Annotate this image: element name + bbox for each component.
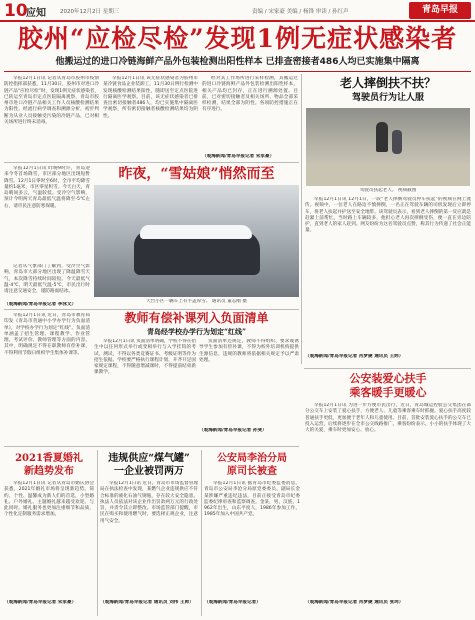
teacher-divider [4,309,299,310]
teacher-story-subtitle: 青岛经学校办学行为划定“红线” [146,327,247,336]
bus-story-title: 公安装爱心扶手 [349,372,427,385]
driver-figure [376,122,388,152]
bottom-row-divider [4,446,299,447]
snow-story-title: 昨夜，“雪姑娘”悄然而至 [118,166,275,182]
snow-column-2: 记者从气象部门了解到，受冷空气影响，青岛市大部分地区出现了降温降雪天气，本次降雪持续时间较短。今天最低气温-4℃，明天最低气温-5℃，市民出行时请注意交通安全，谨防路面结冰。 [4,264,90,295]
elder-story-body: 早报12月1日讯 12月1日，一段“老人摔倒驾驶员停车扶起”的视频在网上流传。视频中，一位老人在路边不慎摔倒，一名正在驾驶车辆的司机发现后立即停车，将老人扶起并护送至安全地带。该驾驶员表示，看到老人摔倒的第一反应就是赶紧上前帮忙。当时路上车辆较多，他担心老人再次摔倒受伤，便一直在旁边陪护，直到老人的家人赶到。网友纷纷为这名驾驶员点赞，称其行为传递了社会正能量。 [305,197,471,234]
snow-credit: （观海新闻/青岛早报记者 李泳文） [4,302,77,307]
elder-story-subtitle: 驾驶员行为让人服 [351,93,424,103]
bus-story-subtitle: 乘客暖手更暖心 [349,386,427,399]
page-number: 10 [4,1,28,21]
teacher-column-3: 负面清单还规定，教师不得组织、要求或诱导学生参加有偿补课，不得为校外培训机构提供生源信息，违规的教师将依据相关规定予以严肃处理。 [199,339,299,363]
right-column-divider [301,74,302,364]
wedding-story-body: 早报12月1日讯 记者从青岛市婚庆协会获悉，2021年婚礼市场将呈现新趋势。简约、个性、温馨成为新人们的首选，小型婚礼、户外婚礼、主题婚礼越来越受欢迎。与此同时，婚礼服务也更加注重细节和品质，个性化定制服务需求增加。 [4,481,94,518]
bus-story-credit: （观海新闻/青岛早报记者 肖梦捷 通讯员 张珂） [305,600,404,605]
wedding-story-subtitle: 新趋势发布 [24,466,74,477]
elder-figure [392,130,402,154]
teacher-column-2: 早报12月1日讯 负面清单明确，学校不得在招生中以任何形式举行或变相举行与入学挂钩的考试、测试，不得以各类竞赛证书、考级证明等作为招生依据。学校要严格执行课程计划，开齐开足国家规定课程，不得随意增减课时，不得提前结束新课教学。 [94,339,196,376]
wedding-story-title: 2021香夏婚礼 [15,453,83,464]
snow-divider [4,162,299,163]
teacher-story-title: 教师有偿补课列入负面清单 [124,311,269,325]
lead-headline: 胶州“应检尽检”发现1例无症状感染者 [17,24,458,53]
snow-photo-caption: 天台小区一辆车上有半盖厚雪。 通讯员 董志刚 摄 [146,299,247,304]
elder-photo-caption: 驾驶员扶起老人。 视频截图 [359,188,417,193]
police-story-subtitle: 原司长被查 [227,466,277,477]
snow-layer [140,225,252,239]
elder-story-credit: （观海新闻/青岛早报记者 肖梦捷 通讯员 王炜） [305,354,404,359]
lead-subheadline: 他搬运过的进口冷链海鲜产品外包装检测出阳性样本 已排查密接者486人均已实施集中隔离 [55,57,420,67]
police-story-body: 早报12月1日讯 据青岛市纪委监委消息，青岛市公安局李沧分局原党委委员、副局长金某涉嫌严重违纪违法，目前正接受青岛市纪委监委纪律审查和监察调查。金某，男，汉族，1962年出生，山东平度人，1986年参加工作，1985年加入中国共产党。 [204,481,300,518]
bottom-col-divider-2 [201,450,202,616]
road-surface [306,164,470,186]
street-video-still [306,108,470,186]
newspaper-logo: 青岛早报 [409,2,471,19]
section-name: 应知 [26,8,46,19]
gas-story-title: 违规供应“煤气罐” [108,453,190,464]
lead-column-2: 早报12月1日讯 该无症状感染者为胶州市某冷链食品企业装卸工，11月30日例行检测中发现核酸检测结果阳性，随即送至定点医院进行隔离医学观察。目前，该无症状感染者已排查出密切接触者486人，均已实施集中隔离医学观察，所有密切接触者核酸检测结果均为阴性。 [103,76,198,119]
gas-story-body: 早报12月1日讯 近日，青岛市市场监督管理局在执法检查中发现，某燃气企业违规供应不符合标准的液化石油气钢瓶，存在较大安全隐患。执法人员依法对该企业作出罚款两万元的行政处罚，并责令其立即整改。市场监管部门提醒，市民在购买和使用燃气时，要选择正规企业，注意用气安全。 [100,481,198,524]
bottom-col-divider-1 [97,450,98,616]
bus-story-body: 早报12月1日讯 为进一步方便市民出行，近日，青岛城运控股公交集团在部分公交车上安装了爱心扶手，方便老人、儿童等乘客乘车时抓握。爱心扶手高度较普通扶手更低，更加便于老年人和儿童使用。目前，首批安装爱心扶手的公交车已投入运营，后续将逐步在全市公交线路推广。乘客纷纷表示，小小的扶手体现了大大的关爱，乘车时更加安心、放心。 [305,403,471,434]
police-credit: （观海新闻/青岛早报记者） [204,600,261,605]
bus-divider [304,368,471,369]
police-story-title: 公安局李治分局 [217,453,287,464]
editor-credits: 责编 / 宋家豪 美编 / 杨锋 审读 / 孙红声 [252,9,349,15]
lead-column-3: 经对其工作场所进行采样检测，其搬运过的进口冷链海鲜产品外包装检测出阳性样本，相关产品均已封存，正在进行溯源处置。目前，已对密切接触者及相关场所、物品全部采样检测，结果全部为阴性。各项防控措施正在有序进行。 [202,76,298,113]
teacher-column-1: 早报12月1日讯 近日，青岛市教育局印发《青岛市普通中小学办学行为负面清单》，对学校办学行为划定“红线”。负面清单涵盖了招生管理、课程教学、作业管理、考试评价、教师管理等方面的内容。其中，明确规定不得在职教师有偿补课，不得利用节假日组织学生集体补课等。 [4,313,90,356]
snow-column-1: 早报12月1日讯 昨晚9时许，青岛迎来今冬首场降雪，市区部分地区出现短暂降雪。12月1日零时至6时，全市平均降雪量约1毫米，市区零星积雪。今天白天，青岛晴间多云，气温较低。受冷空气影响，预计今明两天青岛最低气温将降至-5℃左右，请市民注意防寒保暖。 [4,166,90,209]
lead-column-1: 早报12月1日讯 记者从青岛市胶州市疫情防控指挥部获悉，11月30日，胶州市对进口冷链产品“应检尽检”时，发现1例无症状感染者，已转运至青岛市定点医院隔离观察，青岛市胶州市进口冷链产品相关工作人员核酸检测结果为阳性。经流行病学调查和溯源分析，初步判断为从业人员接触受污染的冷链产品，已对相关场所进行终末消毒。 [4,76,99,126]
page-header [0,0,475,22]
issue-date: 2020年12月2日 星期三 [60,9,120,15]
elder-story-title: 老人摔倒扶不扶？ [339,76,436,90]
snowy-car-photo [94,185,299,297]
gas-credit: （观海新闻/青岛早报记者 通讯员 刘伟 王帅） [100,600,194,605]
lead-credit: （观海新闻/青岛早报记者 宋家豪） [202,154,275,159]
gas-story-subtitle: 一企业被罚两万 [114,466,184,477]
wedding-credit: （观海新闻/青岛早报记者 宋家豪） [4,600,77,605]
teacher-credit: （观海新闻/青岛早报记者 孙斐） [199,428,267,433]
lead-divider [4,71,471,72]
